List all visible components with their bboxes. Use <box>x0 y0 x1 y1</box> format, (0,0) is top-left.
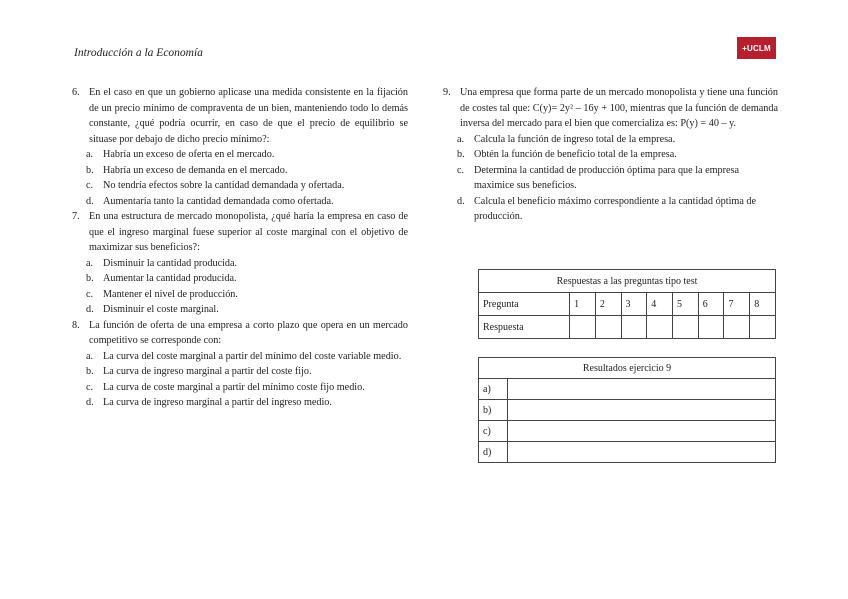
option-letter: c. <box>457 164 465 176</box>
table-row <box>479 421 776 442</box>
result-cell[interactable] <box>508 400 776 421</box>
option-text: Aumentar la cantidad producida. <box>103 273 237 284</box>
option-text: Calcula la función de ingreso total de la empresa. <box>474 133 676 145</box>
question-text: , mientras que la función de demanda inversa del mercado para el bien que comercializa es: <box>460 102 778 129</box>
answer-cell[interactable] <box>621 316 647 339</box>
table-row <box>479 293 776 316</box>
option-letter: a. <box>86 149 94 160</box>
question-8 <box>72 318 408 411</box>
option-letter: b. <box>86 164 94 176</box>
option-letter: d. <box>457 195 465 207</box>
option-text: Determina la cantidad de producción óptima para que la empresa maximice sus beneficios. <box>474 164 740 191</box>
option-text: Calcula el beneficio máximo correspondiente a la cantidad óptima de producción. <box>474 195 757 222</box>
option <box>72 364 408 380</box>
option-letter: d. <box>86 397 94 408</box>
answer-cell[interactable] <box>750 316 776 339</box>
answer-cell[interactable] <box>595 316 621 339</box>
question-number-cell: 2 <box>595 293 621 316</box>
option-letter: b. <box>86 366 94 377</box>
result-cell[interactable] <box>508 421 776 442</box>
question-7 <box>72 209 408 318</box>
page-header-title: Introducción a la Economía <box>74 47 203 59</box>
answer-cell[interactable] <box>570 316 596 339</box>
option <box>72 163 408 179</box>
result-label: c) <box>479 421 508 442</box>
question-text: En el caso en que un gobierno aplicase una medida consistente en la fijación de un precio mínimo de compraventa de un bien, manteniendo todo lo demás constante, ¿qué podría ocurrir, en caso de que el precio de equilibrio se situase por debajo de dicho precio mínimo?: <box>89 87 408 145</box>
question-number: 7. <box>72 211 80 222</box>
table-row <box>479 316 776 339</box>
result-cell[interactable] <box>508 379 776 400</box>
option-letter: a. <box>86 257 94 269</box>
option <box>72 194 408 210</box>
answers-table <box>478 269 776 339</box>
question-number-cell: 6 <box>698 293 724 316</box>
option-text: Disminuir la cantidad producida. <box>103 257 238 269</box>
table-row <box>479 400 776 421</box>
question-number: 6. <box>72 87 80 98</box>
option <box>443 132 778 148</box>
result-label: a) <box>479 379 508 400</box>
question-6 <box>72 85 408 209</box>
question-text: La función de oferta de una empresa a corto plazo que opera en un mercado competitivo se corresponde con: <box>89 319 408 346</box>
demand-function: P(y) = 40 – y <box>680 118 734 129</box>
option-letter: b. <box>86 273 94 284</box>
option-letter: b. <box>457 149 465 160</box>
question-text: Una empresa que forma parte de un mercado monopolista y tiene una función de costes tal que: <box>460 87 778 114</box>
row-label-pregunta: Pregunta <box>479 293 570 316</box>
answer-cell[interactable] <box>724 316 750 339</box>
option-letter: d. <box>86 195 94 207</box>
option <box>443 147 778 163</box>
option <box>72 256 408 272</box>
option-letter: d. <box>86 304 94 315</box>
option-letter: c. <box>86 381 94 393</box>
option-text: Habría un exceso de demanda en el mercado. <box>103 164 288 176</box>
row-label-respuesta: Respuesta <box>479 316 570 339</box>
option-letter: c. <box>86 180 94 191</box>
option <box>72 349 408 365</box>
option-text: Aumentaría tanto la cantidad demandada como ofertada. <box>103 195 334 207</box>
option <box>72 287 408 303</box>
result-cell[interactable] <box>508 442 776 463</box>
result-label: d) <box>479 442 508 463</box>
option-letter: c. <box>86 288 94 300</box>
option <box>443 194 778 225</box>
option <box>72 395 408 411</box>
question-number-cell: 3 <box>621 293 647 316</box>
uclm-logo: +UCLM <box>737 37 776 59</box>
question-number-cell: 5 <box>673 293 699 316</box>
results-table-title: Resultados ejercicio 9 <box>479 358 776 379</box>
option <box>443 163 778 194</box>
option-text: Disminuir el coste marginal. <box>103 304 219 315</box>
option-text: Mantener el nivel de producción. <box>103 288 238 300</box>
results-table <box>478 357 776 463</box>
question-text: En una estructura de mercado monopolista, ¿qué haría la empresa en caso de que el ingreso marginal fuese superior al coste marginal con el objetivo de maximizar sus beneficios?: <box>89 211 408 253</box>
option <box>72 271 408 287</box>
option-text: La curva de coste marginal a partir del mínimo coste fijo medio. <box>103 381 365 393</box>
option-text: Habría un exceso de oferta en el mercado. <box>103 149 275 160</box>
option-text: Obtén la función de beneficio total de la empresa. <box>474 149 677 160</box>
question-number-cell: 7 <box>724 293 750 316</box>
option <box>72 380 408 396</box>
option-text: La curva de ingreso marginal a partir del ingreso medio. <box>103 397 332 408</box>
right-column <box>443 85 778 225</box>
question-number-cell: 4 <box>647 293 673 316</box>
result-label: b) <box>479 400 508 421</box>
question-number-cell: 1 <box>570 293 596 316</box>
option <box>72 302 408 318</box>
question-number: 8. <box>72 319 80 331</box>
option <box>72 178 408 194</box>
option-text: La curva de ingreso marginal a partir del coste fijo. <box>103 366 312 377</box>
cost-function: C(y)= 2y² – 16y + 100 <box>532 102 625 114</box>
answer-cell[interactable] <box>673 316 699 339</box>
left-column <box>72 85 408 411</box>
answer-cell[interactable] <box>698 316 724 339</box>
question-number-cell: 8 <box>750 293 776 316</box>
option-letter: a. <box>457 133 465 145</box>
option-text: No tendría efectos sobre la cantidad demandada y ofertada. <box>103 180 345 191</box>
table-row <box>479 442 776 463</box>
answers-table-title: Respuestas a las preguntas tipo test <box>479 270 776 293</box>
table-row <box>479 379 776 400</box>
option-letter: a. <box>86 350 94 362</box>
answer-cell[interactable] <box>647 316 673 339</box>
option-text: La curva del coste marginal a partir del mínimo del coste variable medio. <box>103 350 402 362</box>
question-text: . <box>733 118 737 129</box>
question-number: 9. <box>443 87 451 98</box>
option <box>72 147 408 163</box>
question-9 <box>443 85 778 225</box>
